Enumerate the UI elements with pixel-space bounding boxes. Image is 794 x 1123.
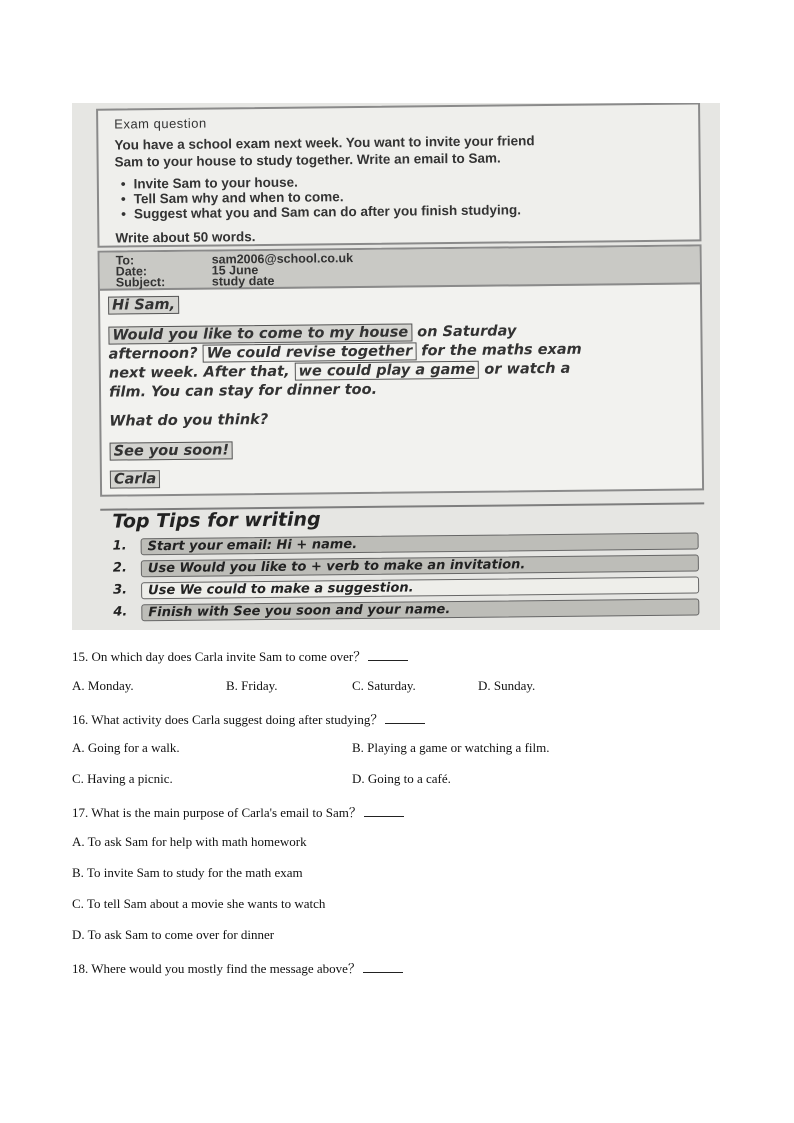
question-15	[72, 646, 408, 665]
question-18	[72, 958, 403, 977]
exam-bullet: • Invite Sam to your house.	[121, 172, 521, 191]
option-c[interactable]: C. Having a picnic.	[72, 771, 173, 786]
email-to-label: To:	[115, 253, 135, 268]
option-b[interactable]: B. To invite Sam to study for the math exam	[72, 865, 303, 880]
option-d[interactable]: D. To ask Sam to come over for dinner	[72, 927, 275, 942]
tip-number: 3.	[113, 582, 128, 598]
email-text: afternoon?	[108, 345, 198, 363]
email-date-value: 15 June	[211, 263, 259, 278]
exam-bullet: • Suggest what you and Sam can do after you finish studying.	[121, 202, 521, 221]
email-closing-line	[110, 437, 690, 462]
tip-text: Start your email: Hi + name.	[141, 532, 699, 555]
email-greeting: Hi Sam,	[108, 296, 179, 315]
email-text: next week. After that,	[108, 363, 290, 382]
email-signature: Carla	[110, 470, 161, 489]
option-d[interactable]: D. Sunday.	[478, 678, 536, 693]
option-c[interactable]: C. To tell Sam about a movie she wants to watch	[72, 896, 326, 911]
email-text: or watch a	[484, 360, 571, 378]
email-greeting-line	[108, 291, 688, 316]
email-date-label: Date:	[115, 264, 148, 279]
option-a[interactable]: A. Monday.	[72, 678, 134, 693]
email-text: on Saturday	[417, 323, 517, 341]
tip-text: Use Would you like to + verb to make an invitation.	[141, 554, 699, 577]
email-signature-line	[110, 465, 690, 490]
option-a[interactable]: A. Going for a walk.	[72, 740, 180, 755]
email-subject-row	[116, 274, 275, 290]
question-stem: 16. What activity does Carla suggest doing after studying？	[72, 712, 384, 727]
tip-item	[113, 532, 703, 555]
exam-bullet-list	[121, 172, 521, 221]
question-16	[72, 709, 425, 728]
tip-text: Finish with See you soon and your name.	[141, 598, 699, 621]
email-text: for the maths exam	[421, 341, 582, 360]
email-to-value: sam2006@school.co.uk	[211, 251, 354, 267]
exam-word-count: Write about 50 words.	[115, 229, 256, 246]
email-header	[100, 246, 700, 290]
exam-instruction-line: You have a school exam next week. You want to invite your friend	[114, 133, 535, 153]
answer-blank[interactable]	[368, 650, 408, 661]
email-subject-label: Subject:	[115, 275, 166, 290]
tip-text: Use We could to make a suggestion.	[141, 576, 699, 599]
option-a[interactable]: A. To ask Sam for help with math homework	[72, 834, 307, 849]
exam-question-title: Exam question	[114, 115, 207, 132]
exam-instructions	[114, 131, 684, 171]
email-sample	[98, 244, 705, 496]
question-stem: 15. On which day does Carla invite Sam to come over？	[72, 649, 367, 664]
exam-bullet: • Tell Sam why and when to come.	[121, 187, 521, 206]
question-stem: 18. Where would you mostly find the message above？	[72, 961, 361, 976]
tip-number: 1.	[112, 538, 127, 554]
email-reason-phrase: We could revise together	[203, 342, 417, 362]
option-c[interactable]: C. Saturday.	[352, 678, 416, 693]
answer-blank[interactable]	[364, 806, 404, 817]
answer-blank[interactable]	[363, 962, 403, 973]
option-b[interactable]: B. Friday.	[226, 678, 278, 693]
email-closing: See you soon!	[110, 441, 234, 460]
option-b[interactable]: B. Playing a game or watching a film.	[352, 740, 550, 755]
answer-blank[interactable]	[385, 713, 425, 724]
option-d[interactable]: D. Going to a café.	[352, 771, 451, 786]
exam-question-box	[96, 103, 701, 248]
email-subject-value: study date	[211, 273, 275, 289]
tip-item	[113, 598, 703, 621]
question-stem: 17. What is the main purpose of Carla's email to Sam？	[72, 805, 362, 820]
email-suggestion-phrase: we could play a game	[295, 361, 480, 381]
question-17	[72, 802, 404, 821]
exam-instruction-line: Sam to your house to study together. Write an email to Sam.	[114, 150, 501, 170]
email-question: What do you think?	[109, 411, 269, 430]
textbook-scan-image	[72, 103, 720, 630]
tip-number: 2.	[112, 560, 127, 576]
email-invitation-phrase: Would you like to come to my house	[108, 323, 412, 344]
tips-title: Top Tips for writing	[112, 508, 321, 533]
tip-number: 4.	[113, 604, 128, 620]
email-body-line: film. You can stay for dinner too.	[108, 381, 378, 401]
tip-item	[113, 554, 703, 577]
tip-item	[113, 576, 703, 599]
